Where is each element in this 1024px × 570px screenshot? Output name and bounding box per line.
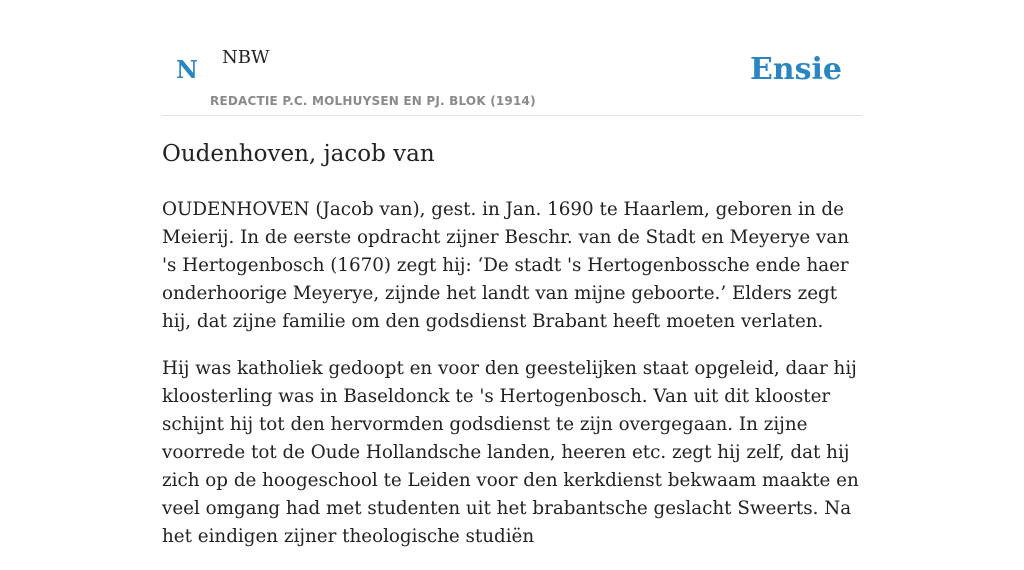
page-header — [162, 0, 862, 116]
source-subtitle: REDACTIE P.C. MOLHUYSEN EN PJ. BLOK (1914) — [210, 94, 536, 108]
article-paragraph: OUDENHOVEN (Jacob van), gest. in Jan. 1690 te Haarlem, geboren in de Meierij. In de eerste opdracht zijner Beschr. van de Stadt en Meyerye van 's Hertogenbosch (1670) zegt hij: ‘De stadt 's Hertogenbossche ende haer onderhoorige Meyerye, zijnde het landt van mijne geboorte.’ Elders zegt hij, dat zijne familie om den godsdienst Brabant heeft moeten verlaten. — [162, 199, 850, 332]
article-paragraph: Hij was katholiek gedoopt en voor den geestelijken staat opgeleid, daar hij kloosterling was in Baseldonck te 's Hertogenbosch. Van uit dit klooster schijnt hij tot den hervormden godsdienst te zijn overgegaan. In zijne voorrede tot de Oude Hollandsche landen, heeren etc. zegt hij zelf, dat hij zich op de hoogeschool te Leiden voor den kerkdienst bekwaam maakte en veel omgang had met studenten uit het brabantsche geslacht Sweerts. Na het eindigen zijner theologische studiën — [162, 358, 859, 547]
source-logo-icon[interactable]: N — [176, 55, 198, 84]
page-title: Oudenhoven, jacob van — [162, 141, 435, 167]
ensie-logo-link[interactable]: Ensie — [749, 52, 842, 87]
article — [162, 136, 862, 570]
source-title[interactable]: NBW — [222, 47, 270, 68]
